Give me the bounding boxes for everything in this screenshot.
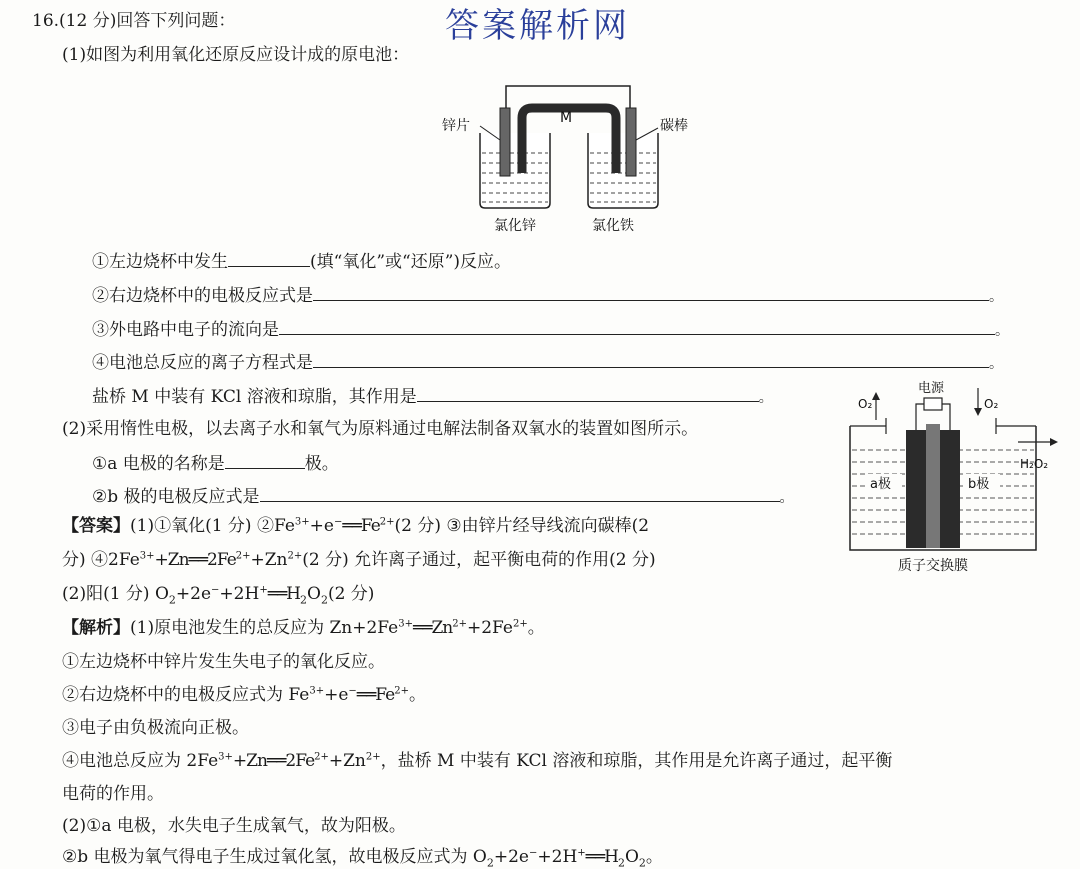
text: 。 [527, 618, 545, 638]
text: ，盐桥 M 中装有 KCl 溶液和琼脂，其作用是允许离子通过，起平衡 [380, 751, 893, 771]
analysis-line-3 [62, 684, 426, 706]
fecl3-label: 氯化铁 [592, 218, 634, 234]
p1-question-4 [92, 351, 1003, 375]
part1-intro: (1)如图为利用氧化还原反应设计成的原电池： [62, 45, 410, 65]
sup: − [333, 516, 343, 528]
text: ══Zn [412, 618, 453, 638]
q5-text: 盐桥 M 中装有 KCl 溶液和琼脂，其作用是 [92, 387, 417, 407]
text: +Zn══2Fe [154, 550, 236, 570]
sup: 3+ [218, 751, 233, 763]
sup: + [577, 847, 586, 859]
sup: + [259, 584, 268, 596]
text: (2 分) 允许离子通过，起平衡电荷的作用(2 分) [302, 550, 656, 570]
o2-left-label: O₂ [858, 397, 873, 411]
bridge-label: M [560, 110, 573, 126]
p1-question-1 [92, 250, 511, 273]
analysis-line-7: (2)①a 电极，水失电子生成氧气，故为阳极。 [62, 816, 406, 836]
text: 。 [645, 847, 663, 867]
p2q1-blank[interactable] [225, 452, 305, 469]
q1-text-a: ①左边烧杯中发生 [92, 252, 228, 272]
sub: 2 [168, 593, 176, 607]
sup: 3+ [139, 550, 155, 562]
text: (2 分) ③由锌片经导线流向碳棒(2 [394, 516, 650, 536]
analysis-line-4: ③电子由负极流向正极。 [62, 718, 249, 738]
text: +2Fe [466, 618, 513, 638]
text: +2e [493, 847, 529, 867]
sub: 2 [486, 856, 494, 869]
text: (1)①氧化(1 分) ②Fe [130, 516, 295, 536]
question-number: 16.(12 分)回答下列问题： [32, 11, 236, 31]
power-label: 电源 [918, 381, 945, 396]
analysis-line-8 [62, 846, 663, 868]
p1-question-3 [92, 318, 1009, 342]
p2-question-1 [92, 452, 339, 475]
zinc-label: 锌片 [442, 118, 470, 134]
text: (1)原电池发生的总反应为 Zn+2Fe [130, 618, 399, 638]
zncl2-label: 氯化锌 [494, 218, 536, 234]
q5-blank[interactable] [417, 385, 759, 402]
sup: 3+ [294, 516, 310, 528]
b-electrode-label: b极 [968, 477, 990, 492]
text: ══Fe [342, 516, 380, 536]
text: ══H [585, 847, 618, 867]
p2q1-text-b: 极。 [304, 454, 339, 474]
text: ④电池总反应为 2Fe [62, 751, 219, 771]
analysis-line-5 [62, 750, 892, 772]
text: 。 [408, 685, 426, 705]
p2q2-text: ②b 极的电极反应式是 [92, 487, 260, 507]
sup: 2+ [365, 751, 381, 763]
q2-blank[interactable] [313, 284, 989, 301]
answer-line-2 [62, 549, 656, 571]
text: +Zn [250, 550, 288, 570]
period: 。 [779, 490, 794, 506]
analysis-line-1 [62, 617, 545, 639]
text: +2H [219, 584, 260, 604]
text: ②b 电极为氧气得电子生成过氧化氢，故电极反应式为 O [62, 847, 487, 867]
q3-blank[interactable] [279, 318, 995, 335]
p2q2-blank[interactable] [260, 485, 780, 502]
sub: 2 [320, 593, 328, 607]
text: +e [324, 685, 349, 705]
q4-blank[interactable] [313, 351, 989, 368]
h2o2-label: H₂O₂ [1020, 457, 1049, 471]
a-electrode-label: a极 [870, 477, 891, 492]
text: +2H [537, 847, 578, 867]
period: 。 [989, 289, 1003, 305]
sup: 2+ [314, 751, 329, 763]
galvanic-cell-figure [440, 78, 700, 238]
watermark: 答案解析网 [445, 6, 630, 46]
sup: 2+ [287, 550, 303, 562]
p1-question-2 [92, 284, 1003, 308]
sup: 2+ [512, 618, 528, 630]
q1-blank[interactable] [228, 250, 310, 267]
membrane-label: 质子交换膜 [898, 558, 968, 574]
part2-intro: (2)采用惰性电极，以去离子水和氧气为原料通过电解法制备双氧水的装置如图所示。 [62, 419, 699, 439]
p1-question-5 [92, 385, 773, 409]
q2-text: ②右边烧杯中的电极反应式是 [92, 286, 313, 306]
sup: 2+ [379, 516, 395, 528]
sup: 2+ [452, 618, 467, 630]
sup: 3+ [398, 618, 413, 630]
sup: 2+ [394, 685, 409, 697]
p2q1-text-a: ①a 电极的名称是 [92, 454, 225, 474]
text: +2e [175, 584, 212, 604]
analysis-line-6: 电荷的作用。 [62, 784, 164, 804]
sup: − [529, 847, 538, 859]
answer-tag: 【答案】 [62, 516, 130, 536]
sup: − [348, 685, 357, 697]
period: 。 [995, 323, 1009, 339]
sup: − [211, 584, 220, 596]
text: (2)阳(1 分) O [62, 584, 169, 604]
text: ══Fe [356, 685, 395, 705]
analysis-tag: 【解析】 [62, 618, 130, 638]
q1-text-b: (填“氧化”或“还原”)反应。 [310, 252, 512, 272]
sup: 3+ [309, 685, 325, 697]
text: O [624, 847, 639, 867]
q4-text: ④电池总反应的离子方程式是 [92, 353, 313, 373]
text: ②右边烧杯中的电极反应式为 Fe [62, 685, 310, 705]
o2-right-label: O₂ [984, 397, 999, 411]
sub: 2 [300, 593, 307, 607]
answer-line-3 [62, 583, 374, 605]
text: O [307, 584, 321, 604]
answer-line-1 [62, 515, 649, 537]
sup: 2+ [235, 550, 251, 562]
text: +Zn══2Fe [232, 751, 315, 771]
text: +e [309, 516, 334, 536]
carbon-label: 碳棒 [660, 118, 688, 134]
analysis-line-2: ①左边烧杯中锌片发生失电子的氧化反应。 [62, 652, 385, 672]
q3-text: ③外电路中电子的流向是 [92, 320, 279, 340]
period: 。 [758, 390, 773, 406]
period: 。 [989, 356, 1003, 372]
sub: 2 [617, 856, 625, 869]
electrolysis-figure [846, 378, 1066, 576]
text: 分) ④2Fe [62, 550, 140, 570]
sub: 2 [638, 856, 646, 869]
text: ══H [267, 584, 300, 604]
text: (2 分) [327, 584, 375, 604]
text: +Zn [328, 751, 366, 771]
p2-question-2 [92, 485, 794, 509]
